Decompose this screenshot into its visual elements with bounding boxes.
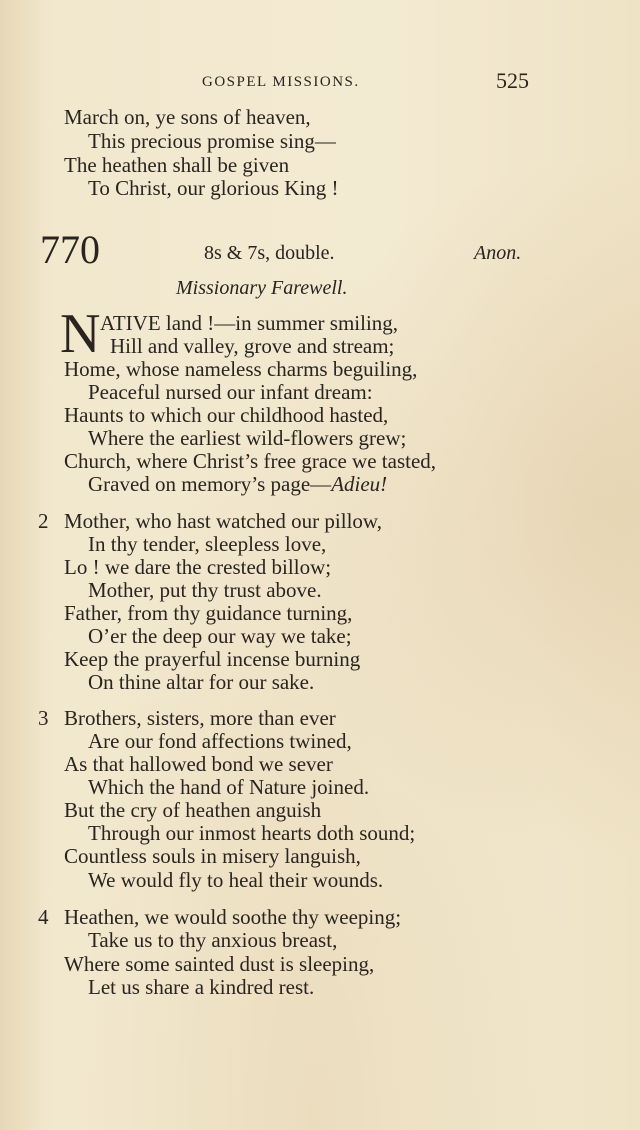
verse-line: Peaceful nursed our infant dream: <box>88 380 373 404</box>
verse-line <box>88 472 387 496</box>
verse-line: Let us share a kindred rest. <box>88 975 315 999</box>
verse-line: Brothers, sisters, more than ever <box>64 706 336 730</box>
verse-line: Mother, who hast watched our pillow, <box>64 509 382 533</box>
verse-line: Take us to thy anxious breast, <box>88 928 338 952</box>
verse-line: Where some sainted dust is sleeping, <box>64 952 375 976</box>
hymn-title: Missionary Farewell. <box>176 277 348 299</box>
verse-line: In thy tender, sleepless love, <box>88 532 327 556</box>
verse-line: Lo ! we dare the crested billow; <box>64 555 332 579</box>
verse-text: Graved on memory’s page— <box>88 472 332 496</box>
adieu-word: Adieu! <box>331 472 388 496</box>
verse-line: O’er the deep our way we take; <box>88 624 352 648</box>
verse-line: The heathen shall be given <box>64 153 290 177</box>
hymn-meter: 8s & 7s, double. <box>204 242 335 264</box>
stanza-number: 3 <box>38 706 49 730</box>
verse-line: Mother, put thy trust above. <box>88 578 322 602</box>
verse-line: Home, whose nameless charms beguiling, <box>64 357 418 381</box>
verse-line: Father, from thy guidance turning, <box>64 601 353 625</box>
verse-line: This precious promise sing— <box>88 129 336 153</box>
verse-line: On thine altar for our sake. <box>88 670 315 694</box>
verse-line: Countless souls in misery languish, <box>64 844 361 868</box>
verse-line: March on, ye sons of heaven, <box>64 105 311 129</box>
verse-line: Hill and valley, grove and stream; <box>110 334 395 358</box>
verse-line: Where the earliest wild-flowers grew; <box>88 426 407 450</box>
verse-line: Church, where Christ’s free grace we tasted, <box>64 449 437 473</box>
verse-line: To Christ, our glorious King ! <box>88 176 339 200</box>
verse-line: Haunts to which our childhood hasted, <box>64 403 389 427</box>
drop-cap: N <box>60 303 101 365</box>
running-title: GOSPEL MISSIONS. <box>202 74 360 90</box>
page-header <box>0 68 640 98</box>
stanza-number: 2 <box>38 509 49 533</box>
verse-line: As that hallowed bond we sever <box>64 752 333 776</box>
verse-line: Heathen, we would soothe thy weeping; <box>64 905 402 929</box>
page-number: 525 <box>496 68 529 93</box>
verse-line: Which the hand of Nature joined. <box>88 775 370 799</box>
hymn-author: Anon. <box>474 242 522 264</box>
verse-line: Are our fond affections twined, <box>88 729 352 753</box>
verse-line: We would fly to heal their wounds. <box>88 868 384 892</box>
verse-line: But the cry of heathen anguish <box>64 798 322 822</box>
stanza-number: 4 <box>38 905 49 929</box>
hymn-number: 770 <box>40 227 100 272</box>
verse-line: Keep the prayerful incense burning <box>64 647 361 671</box>
verse-line: ATIVE land !—in summer smiling, <box>100 311 399 335</box>
verse-line: Through our inmost hearts doth sound; <box>88 821 416 845</box>
